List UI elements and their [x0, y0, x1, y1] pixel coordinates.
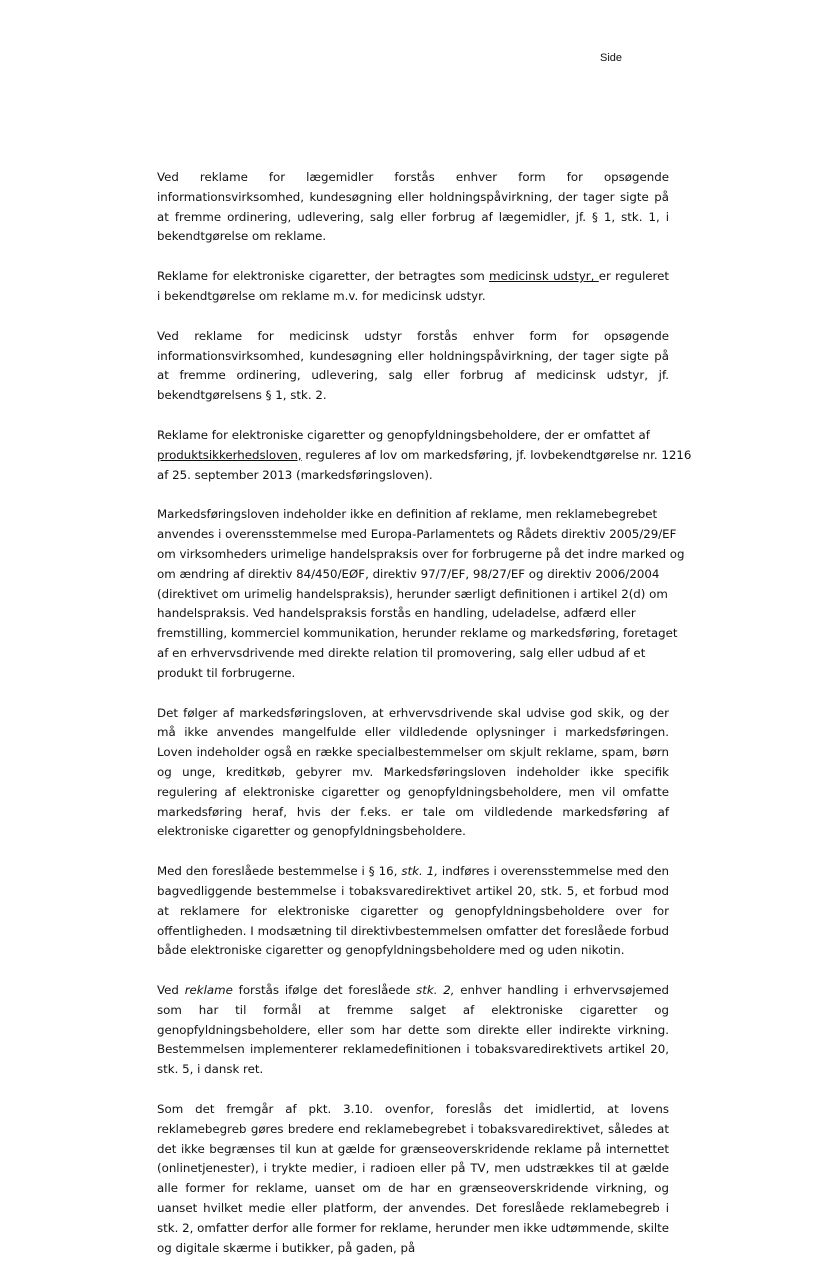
paragraph-4 [157, 426, 692, 485]
paragraph-8-italic-stk: stk. 2, [416, 983, 455, 998]
page-header-label: Side [600, 52, 623, 64]
paragraph-6: Det følger af markedsføringsloven, at erhvervsdrivende skal udvise god skik, og der må ikke anvendes mangelfulde eller vildledende oplysninger i markedsføringen. Loven indeholder også en række specialbestemmelser om skjult reklame, spam, børn og unge, kreditkøb, gebyrer mv. Markedsføringsloven indeholder ikke specifik regulering af elektroniske cigaretter og genopfyldningsbeholdere, men vil omfatte markedsføring heraf, hvis der f.eks. er tale om vildledende markedsføring af elektroniske cigaretter og genopfyldningsbeholdere. [157, 705, 669, 839]
paragraph-5-line: fremstilling, kommerciel kommunikation, herunder reklame og markedsføring, foretaget [157, 626, 678, 641]
paragraph-5-line: anvendes i overensstemmelse med Europa-Parlamentets og Rådets direktiv 2005/29/EF [157, 527, 677, 542]
document-body [157, 168, 692, 1278]
paragraph-4-text-b: reguleres af lov om markedsføring, jf. lovbekendtgørelse nr. 1216 [301, 447, 692, 462]
paragraph-8-text-a: Ved [157, 983, 185, 998]
paragraph-2 [157, 267, 669, 307]
paragraph-8-italic-reklame: reklame [184, 983, 233, 998]
link-medicinsk-udstyr[interactable]: medicinsk udstyr, [489, 269, 599, 284]
paragraph-8 [157, 981, 669, 1080]
paragraph-5-line: om virksomheders urimelige handelspraksis over for forbrugerne på det indre marked og [157, 546, 685, 561]
paragraph-5 [157, 505, 685, 683]
paragraph-7-text-b: indføres i overensstemmelse med den bagvedliggende bestemmelse i tobaksvaredirektivet artikel 20, stk. 5, et forbud mod at reklamere for elektroniske cigaretter og genopfyldningsbeholdere over for offentligheden. I modsætning til direktivbestemmelsen omfatter det foreslåede forbud både elektroniske cigaretter og genopfyldningsbeholdere med og uden nikotin. [157, 864, 669, 958]
paragraph-1: Ved reklame for lægemidler forstås enhver form for opsøgende informationsvirksomhed, kundesøgning eller holdningspåvirkning, der tager sigte på at fremme ordinering, udlevering, salg eller forbrug af lægemidler, jf. § 1, stk. 1, i bekendtgørelse om reklame. [157, 170, 669, 244]
paragraph-8-text-c: enhver handling i erhvervsøjemed som har til formål at fremme salget af elektroniske cigaretter og genopfyldningsbeholdere, eller som har dette som direkte eller indirekte virkning. Bestemmelsen implementerer reklamedefinitionen i tobaksvaredirektivets artikel 20, stk. 5, i dansk ret. [157, 983, 670, 1077]
paragraph-4-line-1: Reklame for elektroniske cigaretter og genopfyldningsbeholdere, der er omfattet af [157, 427, 650, 442]
paragraph-7-text-a: Med den foreslåede bestemmelse i § 16, [157, 864, 402, 879]
paragraph-5-line: Markedsføringsloven indeholder ikke en definition af reklame, men reklamebegrebet [157, 507, 658, 522]
paragraph-3: Ved reklame for medicinsk udstyr forstås enhver form for opsøgende informationsvirksomhed, kundesøgning eller holdningspåvirkning, der tager sigte på at fremme ordinering, udlevering, salg eller forbrug af medicinsk udstyr, jf. bekendtgørelsens § 1, stk. 2. [157, 328, 669, 403]
link-produktsikkerhedsloven[interactable]: produktsikkerhedsloven, [157, 447, 302, 462]
paragraph-7-italic: stk. 1, [401, 864, 438, 879]
paragraph-4-line-3: af 25. september 2013 (markedsføringsloven). [157, 467, 433, 482]
paragraph-5-line: produkt til forbrugerne. [157, 665, 296, 680]
paragraph-5-line: handelspraksis. Ved handelspraksis forstås en handling, udeladelse, adfærd eller [157, 606, 636, 621]
paragraph-9: Som det fremgår af pkt. 3.10. ovenfor, foreslås det imidlertid, at lovens reklamebegreb gøres bredere end reklamebegrebet i tobaksvaredirektivet, således at det ikke begrænses til kun at gælde for grænseoverskridende reklame på internettet (onlinetjenester), i trykte medier, i radioen eller på TV, men udstrækkes til at gælde alle former for reklame, uanset om de har en grænseoverskridende virkning, og uanset hvilket medie eller platform, der anvendes. Det foreslåede reklamebegreb i stk. 2, omfatter derfor alle former for reklame, herunder men ikke udtømmende, skilte og digitale skærme i butikker, på gaden, på [157, 1102, 670, 1255]
paragraph-2-text-b: er reguleret i bekendtgørelse om reklame m.v. for medicinsk udstyr. [157, 269, 669, 303]
paragraph-5-line: af en erhvervsdrivende med direkte relation til promovering, salg eller udbud af et [157, 645, 646, 660]
paragraph-2-text-a: Reklame for elektroniske cigaretter, der betragtes som [157, 269, 490, 284]
paragraph-8-text-b: forstås ifølge det foreslåede [232, 983, 417, 998]
paragraph-5-line: (direktivet om urimelig handelspraksis), herunder særligt definitionen i artikel 2(d) om [157, 586, 668, 601]
paragraph-7 [157, 862, 669, 961]
paragraph-5-line: om ændring af direktiv 84/450/EØF, direktiv 97/7/EF, 98/27/EF og direktiv 2006/2004 [157, 566, 660, 581]
paragraph-4-line-2 [157, 446, 692, 466]
